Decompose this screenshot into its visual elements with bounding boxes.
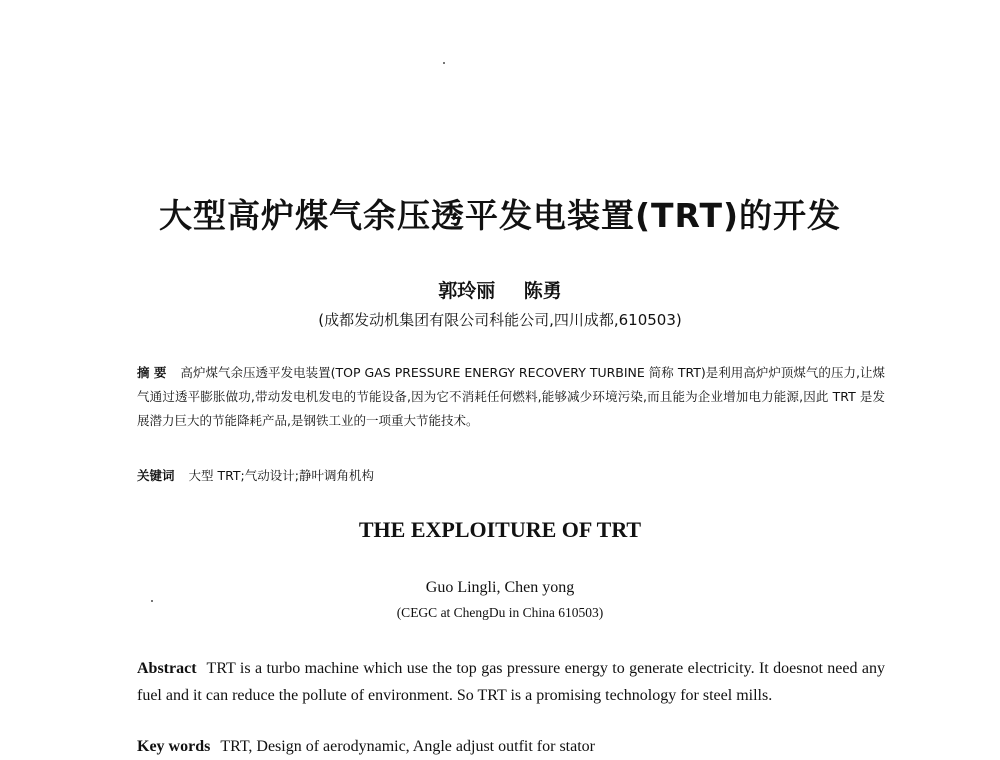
scan-speck — [443, 62, 445, 64]
chinese-authors: 郭玲丽 陈勇 — [438, 280, 562, 302]
english-keywords — [137, 738, 885, 756]
english-keywords-text: TRT, Design of aerodynamic, Angle adjust outfit for stator — [220, 738, 595, 755]
chinese-abstract — [137, 361, 885, 433]
chinese-keywords-text: 大型 TRT;气动设计;静叶调角机构 — [188, 468, 374, 483]
chinese-keywords-label: 关键词 — [137, 468, 175, 483]
chinese-keywords — [137, 466, 885, 484]
scan-speck — [151, 600, 153, 602]
english-affiliation: (CEGC at ChengDu in China 610503) — [396, 605, 604, 620]
chinese-abstract-text: 高炉煤气余压透平发电装置(TOP GAS PRESSURE ENERGY RECOVERY TURBINE 简称 TRT)是利用高炉炉顶煤气的压力,让煤气通过透平膨胀做功,带动发电机发电的节能设备,因为它不消耗任何燃料,能够减少环境污染,而且能为企业增加电力能源,因此 TRT 是发展潜力巨大的节能降耗产品,是钢铁工业的一项重大节能技术。 — [137, 365, 885, 428]
chinese-affiliation: (成都发动机集团有限公司科能公司,四川成都,610503) — [318, 311, 682, 329]
chinese-title: 大型高炉煤气余压透平发电装置(TRT)的开发 — [158, 196, 842, 235]
english-abstract-text: TRT is a turbo machine which use the top gas pressure energy to generate electricity. It doesnot need any fuel and it can reduce the pollute of environment. So TRT is a promising technology for steel mills. — [137, 660, 885, 704]
english-authors: Guo Lingli, Chen yong — [425, 579, 575, 596]
english-keywords-label: Key words — [137, 738, 211, 755]
english-abstract-label: Abstract — [137, 660, 197, 677]
english-abstract — [137, 655, 885, 709]
chinese-abstract-label: 摘 要 — [137, 365, 167, 380]
english-title: THE EXPLOITURE OF TRT — [358, 517, 642, 542]
